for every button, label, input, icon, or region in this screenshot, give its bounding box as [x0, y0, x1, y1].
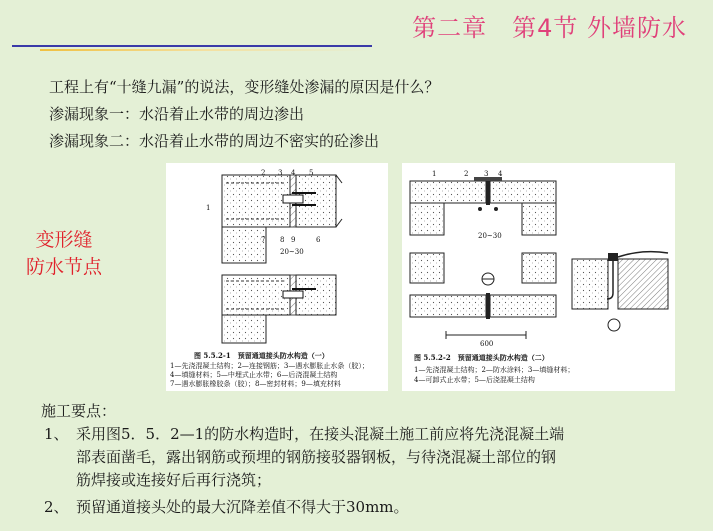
fig2-dimension: 20~30 — [478, 232, 502, 240]
note-line: 预留通道接头处的最大沉降差值不得大于30mm。 — [76, 498, 409, 516]
side-label-line-2: 防水节点 — [25, 256, 102, 278]
fig1-caption-line: 1—先浇混凝土结构；2—连接钢筋；3—遇水膨胀止水条（胶）； — [170, 362, 369, 370]
side-label-line-1: 变形缝 — [35, 229, 93, 251]
note-item — [44, 496, 564, 519]
fig2-label: 1 — [432, 170, 437, 178]
figure-1 — [166, 163, 388, 391]
fig2-caption-line: 1—先浇混凝土结构；2—防水涂料；3—填缝材料； — [414, 366, 575, 374]
fig2-top-detail — [410, 177, 556, 235]
fig1-label: 1 — [206, 204, 211, 212]
title-rule-blue — [12, 45, 372, 47]
side-label — [14, 227, 114, 281]
note-item — [44, 423, 564, 492]
figure-2 — [402, 163, 675, 391]
page-title: 第二章 第4节 外墙防水 — [412, 14, 687, 42]
fig2-dimension: 600 — [480, 340, 494, 348]
fig2-caption-title: 图 5.5.2-2 预留通道接头防水构造（二） — [414, 353, 549, 362]
intro-question: 工程上有“十缝九漏”的说法，变形缝处渗漏的原因是什么？ — [49, 78, 440, 96]
fig2-label: 4 — [498, 170, 503, 178]
fig2-label: 3 — [484, 170, 489, 178]
fig1-label: 9 — [291, 236, 296, 244]
title-rule-yellow — [40, 49, 370, 51]
fig1-label: 8 — [280, 236, 285, 244]
note-line: 采用图5．5．2—1的防水构造时，在接头混凝土施工前应将先浇混凝土端 — [76, 425, 565, 443]
fig2-bottom-detail — [410, 253, 556, 339]
fig1-label: 3 — [278, 169, 283, 177]
fig1-label: 4 — [291, 169, 296, 177]
intro-phenomenon-2: 渗漏现象二：水沿着止水带的周边不密实的砼渗出 — [49, 132, 380, 150]
fig1-caption-title: 图 5.5.2-1 预留通道接头防水构造（一） — [194, 351, 329, 360]
note-number: 2、 — [44, 498, 69, 516]
construction-notes — [41, 400, 565, 519]
fig1-bottom-detail — [222, 275, 336, 343]
fig1-caption-line: 4—填缝材料；5—中埋式止水带；6—后浇混凝土结构 — [170, 371, 338, 379]
fig1-caption-line: 7—遇水膨胀橡胶条（胶）；8—密封材料；9—填充材料 — [170, 380, 341, 388]
note-number: 1、 — [44, 425, 69, 443]
fig2-side-detail — [572, 252, 668, 331]
fig1-dimension: 20~30 — [280, 248, 304, 256]
note-line: 部表面凿毛，露出钢筋或预埋的钢筋接驳器钢板，与待浇混凝土部位的钢 — [76, 448, 557, 466]
notes-heading: 施工要点： — [41, 402, 117, 420]
intro-phenomenon-1: 渗漏现象一：水沿着止水带的周边渗出 — [49, 105, 305, 123]
note-line: 筋焊接或连接好后再行浇筑； — [76, 471, 272, 489]
intro-text — [49, 74, 439, 155]
fig1-label: 2 — [261, 169, 266, 177]
fig1-label: 6 — [316, 236, 321, 244]
fig2-label: 2 — [464, 170, 469, 178]
fig1-label: 5 — [309, 169, 314, 177]
fig2-caption-line: 4—可卸式止水带；5—后浇混凝土结构 — [414, 376, 535, 384]
fig1-label: 7 — [261, 236, 266, 244]
